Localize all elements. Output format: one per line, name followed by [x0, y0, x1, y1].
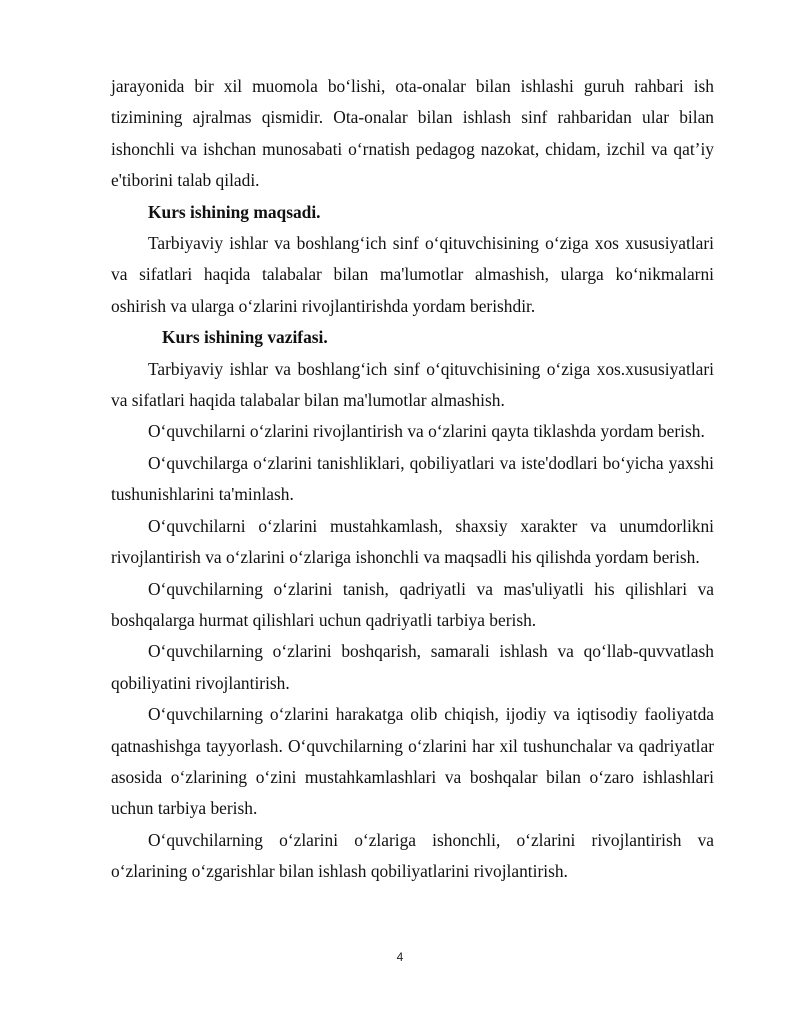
- paragraph-task-6: O‘quvchilarning o‘zlarini boshqarish, samarali ishlash va qo‘llab-quvvatlash qobiliyatini rivojlantirish.: [111, 641, 714, 693]
- paragraph-intro-continuation: jarayonida bir xil muomola bo‘lishi, ota-onalar bilan ishlashi guruh rahbari ish tizimining ajralmas qismidir. Ota-onalar bilan ishlash sinf rahbaridan ular bilan ishonchli va ishchan munosabati o‘rnatish pedagog nazokat, chidam, izchil va qat’iy e'tiborini talab qiladi.: [111, 76, 714, 191]
- heading-course-tasks: Kurs ishining vazifasi.: [162, 327, 328, 348]
- page-body: [111, 71, 714, 888]
- paragraph-task-1: Tarbiyaviy ishlar va boshlang‘ich sinf o‘qituvchisining o‘ziga xos.xususiyatlari va sifatlari haqida talabalar bilan ma'lumotlar almashish.: [111, 358, 714, 411]
- paragraph-task-7: O‘quvchilarning o‘zlarini harakatga olib chiqish, ijodiy va iqtisodiy faoliyatda qatnashishga tayyorlash. O‘quvchilarning o‘zlarini har xil tushunchalar va qadriyatlar asosida o‘zlarining o‘zini mustahkamlashlari va boshqalar bilan o‘zaro ishlashlari uchun tarbiya berish.: [111, 704, 714, 819]
- heading-course-goal: Kurs ishining maqsadi.: [148, 201, 321, 222]
- paragraph-task-8: O‘quvchilarning o‘zlarini o‘zlariga ishonchli, o‘zlarini rivojlantirish va o‘zlarining o‘zgarishlar bilan ishlash qobiliyatlarini rivojlantirish.: [111, 829, 714, 882]
- paragraph-task-3: O‘quvchilarga o‘zlarini tanishliklari, qobiliyatlari va iste'dodlari bo‘yicha yaxshi tushunishlarini ta'minlash.: [111, 452, 714, 505]
- paragraph-task-5: O‘quvchilarning o‘zlarini tanish, qadriyatli va mas'uliyatli his qilishlari va boshqalarga hurmat qilishlari uchun qadriyatli tarbiya berish.: [111, 578, 714, 630]
- page-number: 4: [396, 950, 404, 964]
- paragraph-course-goal: Tarbiyaviy ishlar va boshlang‘ich sinf o‘qituvchisining o‘ziga xos xususiyatlari va sifatlari haqida talabalar bilan ma'lumotlar almashish, ularga ko‘nikmalarni oshirish va ularga o‘zlarini rivojlantirishda yordam berishdir.: [111, 233, 714, 316]
- paragraph-task-4: O‘quvchilarni o‘zlarini mustahkamlash, shaxsiy xarakter va unumdorlikni rivojlantirish va o‘zlarini o‘zlariga ishonchli va maqsadli his qilishda yordam berish.: [111, 515, 714, 568]
- paragraph-task-2: O‘quvchilarni o‘zlarini rivojlantirish va o‘zlarini qayta tiklashda yordam berish.: [148, 421, 705, 442]
